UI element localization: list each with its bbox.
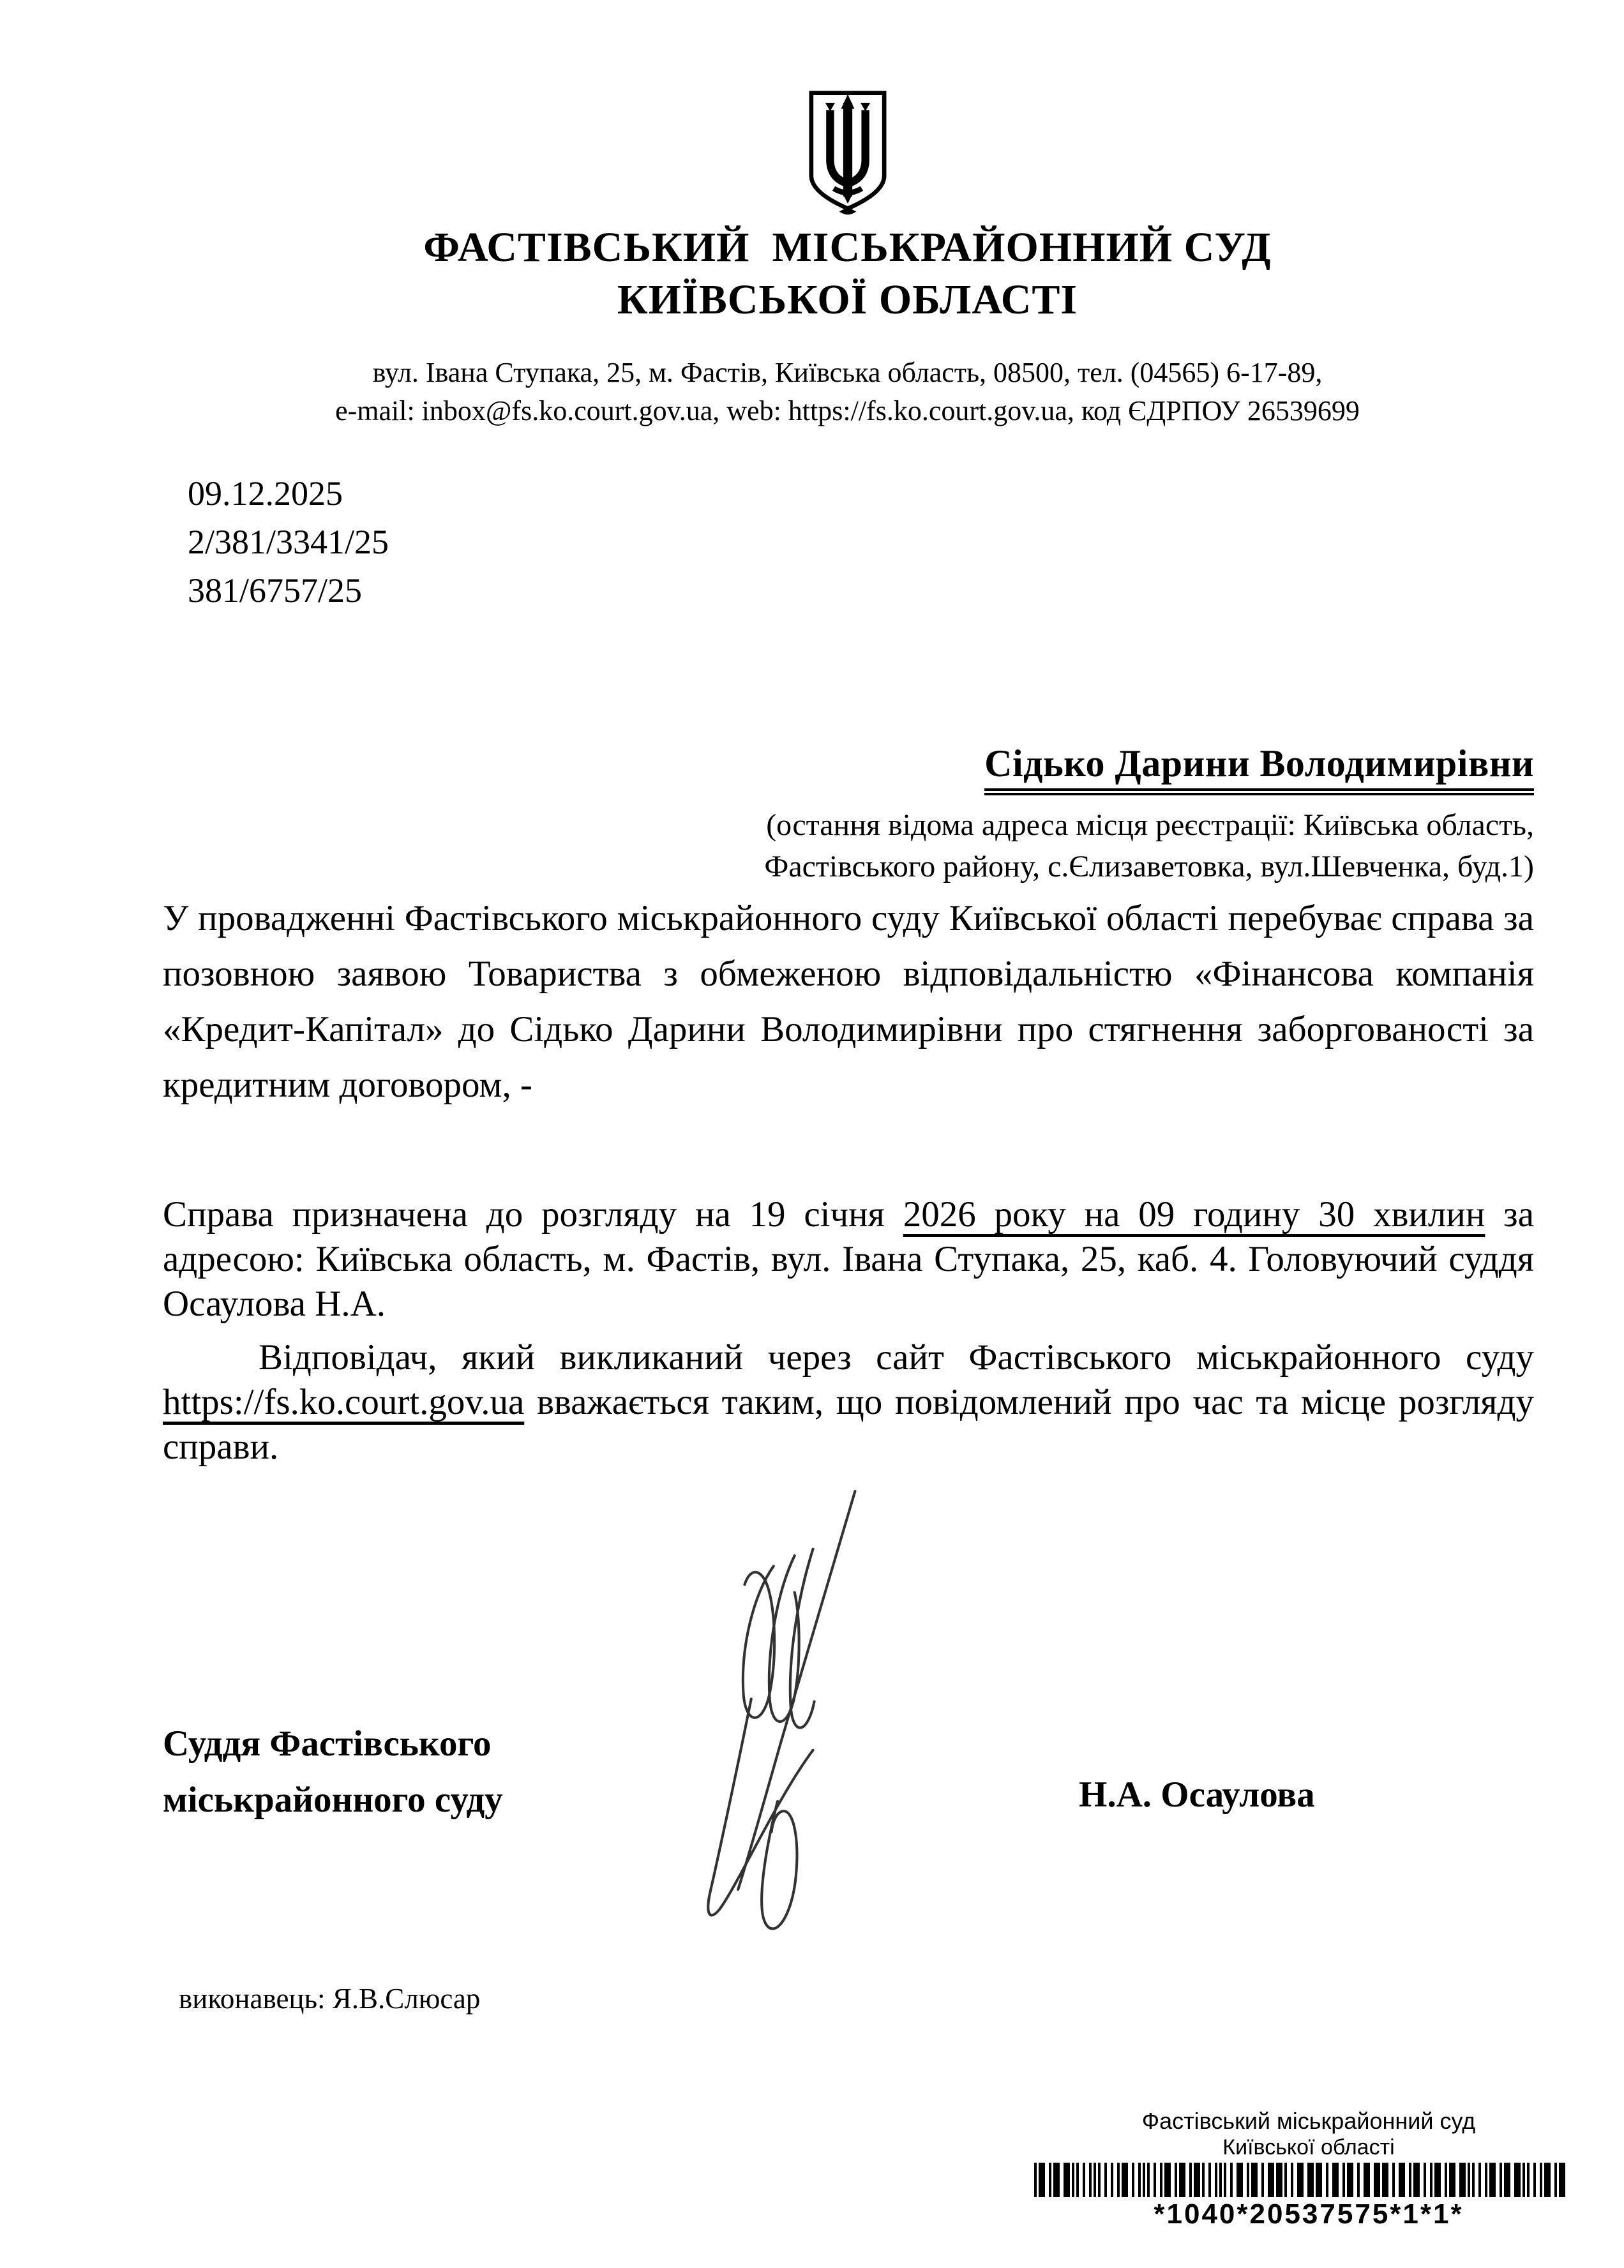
court-address-line: вул. Івана Ступака, 25, м. Фастів, Київська область, 08500, тел. (04565) 6-17-89, — [372, 357, 1323, 388]
registration-line1: (остання відома адреса місця реєстрації: Київська область, — [766, 808, 1534, 842]
hearing-datetime-underlined: 2026 року на 09 годину 30 хвилин — [903, 1194, 1485, 1235]
letter-date: 09.12.2025 — [188, 474, 343, 513]
addressee-registration-address — [163, 804, 1534, 887]
court-contact-block — [163, 354, 1532, 430]
judge-title-line2: міськрайонного суду — [163, 1780, 503, 1820]
hearing-text-post: за адресою: Київська область, м. Фастів, вул. Івана Ступака, 25, каб. 4. Головуючий суддя Осаулова Н.А. — [163, 1194, 1534, 1324]
judge-title-line1: Суддя Фастівського — [163, 1724, 492, 1764]
court-name-line1: ФАСТІВСЬКИЙ МІСЬКРАЙОННИЙ СУД — [423, 224, 1272, 271]
ukraine-trident-emblem-icon — [804, 89, 891, 217]
case-number: 2/381/3341/25 — [188, 523, 389, 561]
barcode-value: *1040*20537575*1*1* — [1154, 2198, 1464, 2230]
executor-note: виконавець: Я.В.Слюсар — [179, 1983, 481, 2015]
notification-text-pre: Відповідач, який викликаний через сайт Фастівського міськрайонного суду — [259, 1337, 1534, 1378]
registration-barcode-block — [1034, 2108, 1583, 2230]
handwritten-signature — [629, 1487, 884, 1934]
court-website-url: https://fs.ko.court.gov.ua — [163, 1382, 525, 1422]
proceeding-number: 381/6757/25 — [188, 571, 363, 610]
hearing-text-pre: Справа призначена до розгляду на 19 січня — [163, 1194, 903, 1235]
notification-paragraph — [163, 1335, 1534, 1469]
hearing-info-block — [163, 1192, 1534, 1469]
addressee-block — [163, 742, 1534, 887]
letterhead — [163, 0, 1532, 430]
case-description-paragraph: У провадженні Фастівського міськрайонного суду Київської області перебуває справа за позовною заявою Товариства з обмеженою відповідальністю «Фінансова компанія «Кредит-Капітал» до Сідько Дарини Володимирівни про стягнення заборгованості за кредитним договором, - — [163, 898, 1534, 1105]
court-name-line2: КИЇВСЬКОЇ ОБЛАСТІ — [617, 276, 1078, 323]
notification-text-post: вважається таким, що повідомлений про час та місце розгляду справи. — [163, 1382, 1534, 1467]
addressee-name: Сідько Дарини Володимирівни — [984, 742, 1534, 795]
registration-line2: Фастівського району, с.Єлизаветовка, вул.Шевченка, буд.1) — [764, 850, 1534, 883]
reference-block — [188, 469, 389, 615]
hearing-date-paragraph — [163, 1192, 1534, 1326]
court-email-web-line: e-mail: inbox@fs.ko.court.gov.ua, web: https://fs.ko.court.gov.ua, код ЄДРПОУ 26539699 — [335, 395, 1360, 426]
barcode-caption-region: Київської області — [1222, 2135, 1395, 2159]
barcode-bars — [1034, 2163, 1578, 2197]
barcode-caption-court: Фастівський міськрайонний суд — [1141, 2108, 1476, 2134]
judge-name: Н.А. Осаулова — [1079, 1775, 1315, 1815]
